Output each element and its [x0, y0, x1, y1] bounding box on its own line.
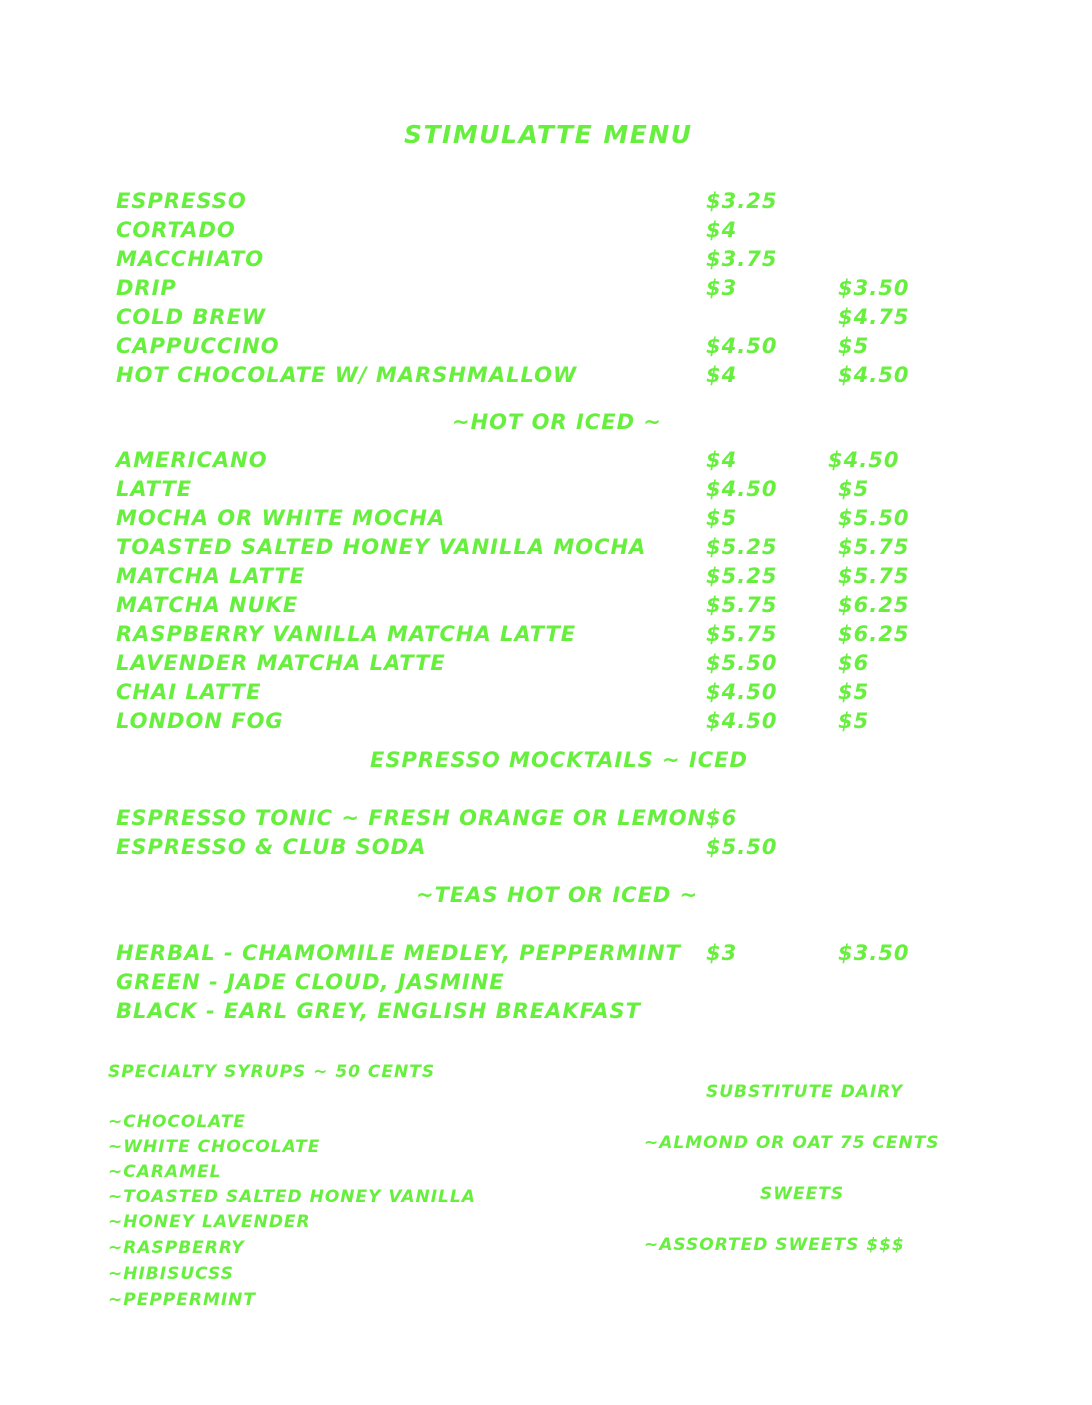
item-price-hot: $3 — [706, 941, 738, 965]
item-price-iced: $5 — [838, 477, 870, 501]
item-price-hot: $4.50 — [706, 680, 778, 704]
item-name: LONDON FOG — [116, 709, 284, 733]
item-price-iced: $5.50 — [838, 506, 910, 530]
item-name: HERBAL - CHAMOMILE MEDLEY, PEPPERMINT — [116, 941, 681, 965]
item-name: TOASTED SALTED HONEY VANILLA MOCHA — [116, 535, 647, 559]
item-price-hot: $4 — [706, 218, 738, 242]
item-name: ESPRESSO — [116, 189, 247, 213]
item-price-hot: $4 — [706, 363, 738, 387]
item-price-hot: $5.25 — [706, 535, 778, 559]
item-name: CORTADO — [116, 218, 236, 242]
item-name: CAPPUCCINO — [116, 334, 280, 358]
syrup-item: ~CARAMEL — [108, 1162, 222, 1182]
item-price-hot: $5.75 — [706, 593, 778, 617]
item-price-iced: $5 — [838, 709, 870, 733]
item-price-iced: $6.25 — [838, 622, 910, 646]
syrup-item: ~WHITE CHOCOLATE — [108, 1137, 321, 1157]
item-name: GREEN - JADE CLOUD, JASMINE — [116, 970, 505, 994]
item-price-iced: $6 — [838, 651, 870, 675]
sweets-item: ~ASSORTED SWEETS $$$ — [644, 1235, 905, 1255]
section-header-mocktails: ESPRESSO MOCKTAILS ~ ICED — [370, 748, 748, 772]
dairy-item: ~ALMOND OR OAT 75 CENTS — [644, 1133, 940, 1153]
item-price-hot: $3.75 — [706, 247, 778, 271]
section-header-hot-or-iced: ~HOT OR ICED ~ — [452, 410, 662, 434]
item-name: BLACK - EARL GREY, ENGLISH BREAKFAST — [116, 999, 641, 1023]
syrup-item: ~HIBISUCSS — [108, 1264, 234, 1284]
item-price-hot: $4.50 — [706, 477, 778, 501]
item-price-hot: $4 — [706, 448, 738, 472]
item-name: COLD BREW — [116, 305, 267, 329]
item-price-iced: $5.75 — [838, 535, 910, 559]
item-name: DRIP — [116, 276, 177, 300]
item-price-hot: $5.50 — [706, 651, 778, 675]
item-price-iced: $5.75 — [838, 564, 910, 588]
item-price-hot: $4.50 — [706, 709, 778, 733]
syrups-header: SPECIALTY SYRUPS ~ 50 CENTS — [108, 1062, 436, 1082]
item-price-iced: $4.50 — [838, 363, 910, 387]
syrup-item: ~HONEY LAVENDER — [108, 1212, 311, 1232]
item-price-iced: $4.50 — [828, 448, 900, 472]
item-name: CHAI LATTE — [116, 680, 262, 704]
sweets-header: SWEETS — [760, 1184, 845, 1204]
item-price-iced: $4.75 — [838, 305, 910, 329]
item-name: ESPRESSO & CLUB SODA — [116, 835, 427, 859]
section-header-teas: ~TEAS HOT OR ICED ~ — [416, 883, 699, 907]
dairy-header: SUBSTITUTE DAIRY — [706, 1082, 904, 1102]
item-name: LATTE — [116, 477, 193, 501]
item-price-hot: $5 — [706, 506, 738, 530]
item-price-iced: $3.50 — [838, 941, 910, 965]
item-name: ESPRESSO TONIC ~ FRESH ORANGE OR LEMON — [116, 806, 707, 830]
item-price-iced: $5 — [838, 334, 870, 358]
item-price-iced: $3.50 — [838, 276, 910, 300]
syrup-item: ~CHOCOLATE — [108, 1112, 246, 1132]
menu-title: STIMULATTE MENU — [404, 120, 693, 149]
item-name: HOT CHOCOLATE W/ MARSHMALLOW — [116, 363, 578, 387]
syrup-item: ~PEPPERMINT — [108, 1290, 257, 1310]
item-price: $5.50 — [706, 835, 778, 859]
item-name: MATCHA NUKE — [116, 593, 299, 617]
syrup-item: ~RASPBERRY — [108, 1238, 245, 1258]
item-price-hot: $4.50 — [706, 334, 778, 358]
item-price-hot: $3.25 — [706, 189, 778, 213]
item-name: MACCHIATO — [116, 247, 265, 271]
item-price-hot: $3 — [706, 276, 738, 300]
item-price-iced: $6.25 — [838, 593, 910, 617]
item-name: LAVENDER MATCHA LATTE — [116, 651, 446, 675]
item-price-iced: $5 — [838, 680, 870, 704]
syrup-item: ~TOASTED SALTED HONEY VANILLA — [108, 1187, 476, 1207]
item-name: RASPBERRY VANILLA MATCHA LATTE — [116, 622, 577, 646]
item-name: MATCHA LATTE — [116, 564, 306, 588]
item-price-hot: $5.25 — [706, 564, 778, 588]
item-price-hot: $5.75 — [706, 622, 778, 646]
item-name: MOCHA OR WHITE MOCHA — [116, 506, 446, 530]
item-name: AMERICANO — [116, 448, 268, 472]
item-price: $6 — [706, 806, 738, 830]
